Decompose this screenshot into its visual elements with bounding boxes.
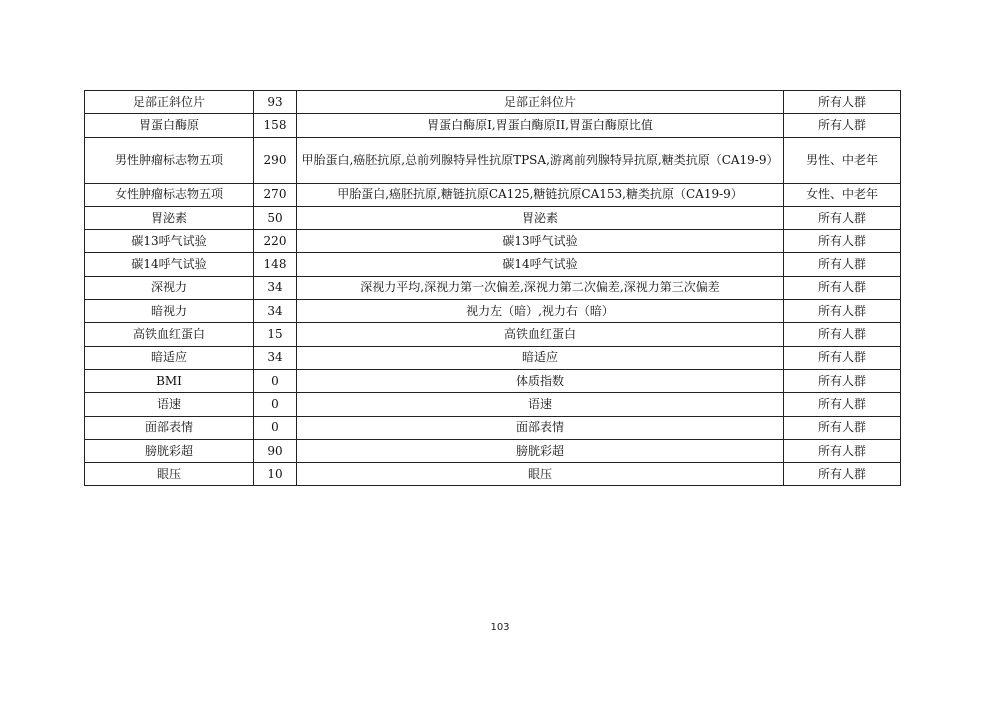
item-content-cell: 语速 <box>297 393 784 416</box>
table-row <box>85 183 901 206</box>
item-group-cell: 所有人群 <box>784 346 901 369</box>
table-row <box>85 323 901 346</box>
item-name-cell: 暗适应 <box>85 346 254 369</box>
item-price-cell: 0 <box>254 369 297 392</box>
item-name-cell: 碳13呼气试验 <box>85 230 254 253</box>
table-row <box>85 230 901 253</box>
item-content-cell: 视力左（暗）,视力右（暗） <box>297 300 784 323</box>
table-row <box>85 137 901 183</box>
item-name-cell: 眼压 <box>85 463 254 486</box>
item-price-cell: 34 <box>254 346 297 369</box>
page-number: 103 <box>490 622 510 633</box>
item-name-cell: 面部表情 <box>85 416 254 439</box>
item-name-cell: 碳14呼气试验 <box>85 253 254 276</box>
item-group-cell: 所有人群 <box>784 300 901 323</box>
item-price-cell: 93 <box>254 91 297 114</box>
table-row <box>85 300 901 323</box>
item-price-cell: 270 <box>254 183 297 206</box>
item-content-cell: 眼压 <box>297 463 784 486</box>
item-group-cell: 所有人群 <box>784 91 901 114</box>
item-content-cell: 碳13呼气试验 <box>297 230 784 253</box>
item-group-cell: 所有人群 <box>784 230 901 253</box>
item-name-cell: 女性肿瘤标志物五项 <box>85 183 254 206</box>
item-group-cell: 男性、中老年 <box>784 137 901 183</box>
item-price-cell: 10 <box>254 463 297 486</box>
item-content-cell: 体质指数 <box>297 369 784 392</box>
item-price-cell: 0 <box>254 416 297 439</box>
table-row <box>85 253 901 276</box>
item-name-cell: 语速 <box>85 393 254 416</box>
item-price-cell: 158 <box>254 114 297 137</box>
item-content-cell: 膀胱彩超 <box>297 439 784 462</box>
item-content-cell: 深视力平均,深视力第一次偏差,深视力第二次偏差,深视力第三次偏差 <box>297 276 784 299</box>
table-row <box>85 206 901 229</box>
item-name-cell: 暗视力 <box>85 300 254 323</box>
item-group-cell: 所有人群 <box>784 439 901 462</box>
item-group-cell: 所有人群 <box>784 393 901 416</box>
item-price-cell: 0 <box>254 393 297 416</box>
table-row <box>85 463 901 486</box>
item-price-cell: 34 <box>254 276 297 299</box>
item-content-cell: 胃泌素 <box>297 206 784 229</box>
table-row <box>85 276 901 299</box>
table-body <box>85 91 901 486</box>
item-group-cell: 所有人群 <box>784 276 901 299</box>
table-row <box>85 393 901 416</box>
item-group-cell: 所有人群 <box>784 463 901 486</box>
table-row <box>85 416 901 439</box>
item-group-cell: 所有人群 <box>784 253 901 276</box>
item-group-cell: 所有人群 <box>784 114 901 137</box>
exam-items-table <box>84 90 901 486</box>
item-name-cell: 男性肿瘤标志物五项 <box>85 137 254 183</box>
item-name-cell: 胃泌素 <box>85 206 254 229</box>
item-price-cell: 290 <box>254 137 297 183</box>
item-name-cell: 足部正斜位片 <box>85 91 254 114</box>
item-price-cell: 34 <box>254 300 297 323</box>
item-group-cell: 女性、中老年 <box>784 183 901 206</box>
table-row <box>85 114 901 137</box>
item-content-cell: 甲胎蛋白,癌胚抗原,总前列腺特异性抗原TPSA,游离前列腺特异抗原,糖类抗原（CA19-9） <box>297 137 784 183</box>
item-content-cell: 高铁血红蛋白 <box>297 323 784 346</box>
item-group-cell: 所有人群 <box>784 206 901 229</box>
item-name-cell: 深视力 <box>85 276 254 299</box>
item-name-cell: BMI <box>85 369 254 392</box>
item-group-cell: 所有人群 <box>784 416 901 439</box>
item-name-cell: 胃蛋白酶原 <box>85 114 254 137</box>
table-row <box>85 439 901 462</box>
item-group-cell: 所有人群 <box>784 323 901 346</box>
item-price-cell: 15 <box>254 323 297 346</box>
item-content-cell: 足部正斜位片 <box>297 91 784 114</box>
item-content-cell: 面部表情 <box>297 416 784 439</box>
item-price-cell: 220 <box>254 230 297 253</box>
item-name-cell: 高铁血红蛋白 <box>85 323 254 346</box>
item-content-cell: 胃蛋白酶原I,胃蛋白酶原II,胃蛋白酶原比值 <box>297 114 784 137</box>
item-price-cell: 90 <box>254 439 297 462</box>
item-group-cell: 所有人群 <box>784 369 901 392</box>
item-content-cell: 暗适应 <box>297 346 784 369</box>
table-row <box>85 91 901 114</box>
table-row <box>85 369 901 392</box>
item-content-cell: 碳14呼气试验 <box>297 253 784 276</box>
item-content-cell: 甲胎蛋白,癌胚抗原,糖链抗原CA125,糖链抗原CA153,糖类抗原（CA19-9） <box>297 183 784 206</box>
table-row <box>85 346 901 369</box>
item-price-cell: 50 <box>254 206 297 229</box>
item-price-cell: 148 <box>254 253 297 276</box>
item-name-cell: 膀胱彩超 <box>85 439 254 462</box>
